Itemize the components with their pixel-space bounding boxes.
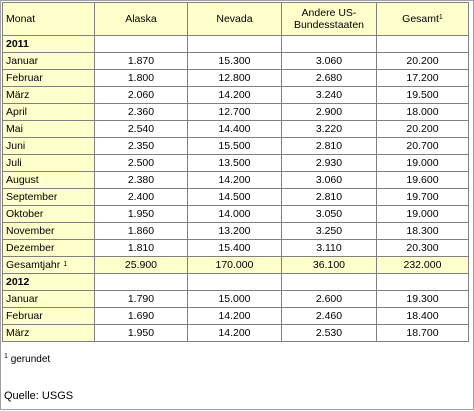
total-cell: 18.700	[376, 325, 468, 342]
year-label: 2011	[3, 36, 95, 53]
alaska-cell: 2.380	[94, 172, 187, 189]
other-states-cell: 3.060	[281, 53, 376, 70]
header-total-label: Gesamt	[402, 13, 439, 25]
footnote	[4, 354, 50, 365]
other-states-cell: 3.240	[281, 87, 376, 104]
month-cell: Juli	[3, 155, 95, 172]
annual-other-states-cell: 36.100	[281, 257, 376, 274]
alaska-cell: 2.400	[94, 189, 187, 206]
year-label: 2012	[3, 274, 95, 291]
annual-total-label	[3, 257, 95, 274]
alaska-cell: 1.690	[94, 308, 187, 325]
total-cell: 19.000	[376, 155, 468, 172]
table-row	[3, 223, 469, 240]
other-states-cell: 3.050	[281, 206, 376, 223]
table-row	[3, 121, 469, 138]
alaska-cell: 2.060	[94, 87, 187, 104]
other-states-cell: 2.530	[281, 325, 376, 342]
nevada-cell: 14.400	[187, 121, 281, 138]
table-row	[3, 291, 469, 308]
annual-total-row	[3, 257, 469, 274]
nevada-cell: 14.200	[187, 325, 281, 342]
alaska-cell: 1.860	[94, 223, 187, 240]
year-row-empty-cell	[281, 274, 376, 291]
footnote-text: gerundet	[10, 354, 51, 365]
total-cell: 18.400	[376, 308, 468, 325]
annual-alaska-cell: 25.900	[94, 257, 187, 274]
nevada-cell: 14.200	[187, 308, 281, 325]
year-row-empty-cell	[187, 274, 281, 291]
month-cell: Februar	[3, 308, 95, 325]
nevada-cell: 13.200	[187, 223, 281, 240]
table-row	[3, 240, 469, 257]
source-note: Quelle: USGS	[4, 390, 74, 402]
alaska-cell: 2.360	[94, 104, 187, 121]
nevada-cell: 13.500	[187, 155, 281, 172]
year-row-empty-cell	[376, 274, 468, 291]
table-row	[3, 325, 469, 342]
year-row-empty-cell	[376, 36, 468, 53]
alaska-cell: 1.870	[94, 53, 187, 70]
month-cell: Januar	[3, 53, 95, 70]
table-row	[3, 53, 469, 70]
month-cell: März	[3, 87, 95, 104]
nevada-cell: 15.500	[187, 138, 281, 155]
table-row	[3, 155, 469, 172]
nevada-cell: 14.200	[187, 87, 281, 104]
other-states-cell: 2.810	[281, 189, 376, 206]
year-row-empty-cell	[94, 274, 187, 291]
other-states-cell: 2.600	[281, 291, 376, 308]
gold-production-table	[2, 2, 469, 342]
other-states-cell: 3.250	[281, 223, 376, 240]
month-cell: Oktober	[3, 206, 95, 223]
header-total	[376, 3, 468, 36]
total-cell: 20.200	[376, 121, 468, 138]
alaska-cell: 2.350	[94, 138, 187, 155]
month-cell: Mai	[3, 121, 95, 138]
nevada-cell: 12.800	[187, 70, 281, 87]
other-states-cell: 2.900	[281, 104, 376, 121]
year-row-empty-cell	[94, 36, 187, 53]
year-row-empty-cell	[281, 36, 376, 53]
header-other-states	[281, 3, 376, 36]
nevada-cell: 15.000	[187, 291, 281, 308]
total-cell: 20.300	[376, 240, 468, 257]
table-row	[3, 70, 469, 87]
other-states-cell: 3.110	[281, 240, 376, 257]
alaska-cell: 1.790	[94, 291, 187, 308]
header-other-line2: Bundesstaaten	[293, 19, 364, 31]
other-states-cell: 2.460	[281, 308, 376, 325]
nevada-cell: 14.500	[187, 189, 281, 206]
table-row	[3, 87, 469, 104]
header-alaska: Alaska	[94, 3, 187, 36]
total-cell: 19.300	[376, 291, 468, 308]
total-cell: 19.000	[376, 206, 468, 223]
total-cell: 20.200	[376, 53, 468, 70]
table-row	[3, 104, 469, 121]
table-body	[3, 36, 469, 342]
other-states-cell: 3.220	[281, 121, 376, 138]
total-cell: 18.000	[376, 104, 468, 121]
header-nevada: Nevada	[187, 3, 281, 36]
table-row	[3, 308, 469, 325]
year-row	[3, 274, 469, 291]
month-cell: März	[3, 325, 95, 342]
annual-nevada-cell: 170.000	[187, 257, 281, 274]
total-cell: 19.600	[376, 172, 468, 189]
annual-total-text: Gesamtjahr	[6, 258, 61, 271]
alaska-cell: 2.540	[94, 121, 187, 138]
other-states-cell: 2.810	[281, 138, 376, 155]
header-row	[3, 3, 469, 36]
header-total-footnote-mark: 1	[438, 14, 443, 21]
other-states-cell: 2.680	[281, 70, 376, 87]
nevada-cell: 14.000	[187, 206, 281, 223]
other-states-cell: 2.930	[281, 155, 376, 172]
annual-total-cell: 232.000	[376, 257, 468, 274]
table-row	[3, 206, 469, 223]
month-cell: April	[3, 104, 95, 121]
table-row	[3, 189, 469, 206]
total-cell: 19.500	[376, 87, 468, 104]
table-row	[3, 138, 469, 155]
month-cell: November	[3, 223, 95, 240]
year-row	[3, 36, 469, 53]
total-cell: 19.700	[376, 189, 468, 206]
month-cell: Dezember	[3, 240, 95, 257]
footnote-mark: 1	[4, 353, 8, 360]
total-cell: 17.200	[376, 70, 468, 87]
month-cell: September	[3, 189, 95, 206]
month-cell: Juni	[3, 138, 95, 155]
total-cell: 18.300	[376, 223, 468, 240]
header-month: Monat	[3, 3, 95, 36]
header-other-line1: Andere US-	[301, 7, 357, 19]
total-cell: 20.700	[376, 138, 468, 155]
other-states-cell: 3.060	[281, 172, 376, 189]
nevada-cell: 12.700	[187, 104, 281, 121]
nevada-cell: 15.400	[187, 240, 281, 257]
alaska-cell: 2.500	[94, 155, 187, 172]
alaska-cell: 1.810	[94, 240, 187, 257]
nevada-cell: 14.200	[187, 172, 281, 189]
alaska-cell: 1.800	[94, 70, 187, 87]
month-cell: August	[3, 172, 95, 189]
month-cell: Januar	[3, 291, 95, 308]
month-cell: Februar	[3, 70, 95, 87]
table-row	[3, 172, 469, 189]
year-row-empty-cell	[187, 36, 281, 53]
nevada-cell: 15.300	[187, 53, 281, 70]
alaska-cell: 1.950	[94, 325, 187, 342]
annual-total-footnote-mark: 1	[63, 260, 68, 268]
alaska-cell: 1.950	[94, 206, 187, 223]
